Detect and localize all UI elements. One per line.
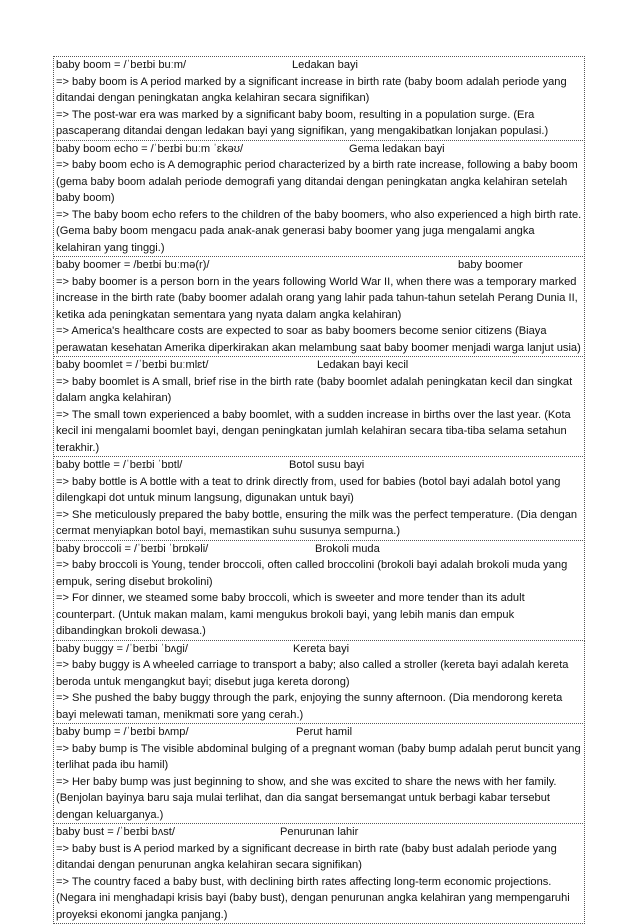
entry-headline (56, 541, 582, 558)
entry-headline (56, 641, 582, 658)
entry-translation: Gema ledakan bayi (349, 142, 445, 155)
entry-definition: => baby broccoli is Young, tender broccoli, often called broccolini (brokoli bayi adalah brokoli muda yang empuk, sering disebut brokolini) (56, 559, 568, 588)
entry-translation: baby boomer (458, 259, 523, 271)
entry-headline (56, 457, 582, 474)
vocabulary-entry (53, 56, 585, 141)
entry-translation: Ledakan bayi (292, 59, 358, 71)
entry-headline (56, 357, 582, 374)
entry-example: => America's healthcare costs are expected to soar as baby boomers become senior citizens (Biaya perawatan kesehatan Amerika diperkirakan akan melambung saat baby boomer menjadi warga lanjut usia) (56, 325, 581, 354)
entry-translation: Botol susu bayi (289, 459, 365, 471)
entry-headline (56, 257, 582, 274)
entry-example: => The post-war era was marked by a significant baby boom, resulting in a population surge. (Era pascaperang ditandai dengan ledakan bayi yang signifikan, yang mengakibatkan lonjakan populasi.) (56, 108, 549, 137)
entry-term: baby boom echo = /ˈbeɪbi buːm ˈɛkəʊ/ (56, 142, 244, 155)
entry-example: => Her baby bump was just beginning to show, and she was excited to share the news with her family. (Benjolan bayinya baru saja mulai terlihat, dan dia sangat bersemangat untuk berbagi kabar tersebut dengan keluarganya.) (56, 775, 557, 821)
entry-term: baby boom = /ˈbeɪbi buːm/ (56, 59, 187, 71)
entry-example: => The baby boom echo refers to the children of the baby boomers, who also experienced a high birth rate. (Gema baby boom mengacu pada anak-anak generasi baby boomer yang juga mengalami angka kelahiran yang tinggi.) (56, 208, 582, 254)
vocabulary-entry (53, 640, 585, 725)
entry-definition: => baby boomer is a person born in the years following World War II, when there was a temporary marked increase in the birth rate (baby boomer adalah orang yang lahir pada tahun-tahun setelah Perang Dunia II, ketika ada peningkatan sementara yang nyata dalam angka kelahiran) (56, 275, 578, 321)
vocabulary-entry (53, 256, 585, 357)
entry-example: => She meticulously prepared the baby bottle, ensuring the milk was the perfect temperature. (Dia dengan cermat menyiapkan botol bayi, memastikan suhu susunya sempurna.) (56, 508, 578, 537)
vocabulary-entry (53, 540, 585, 641)
entry-term: baby bump = /ˈbeɪbi bʌmp/ (56, 726, 189, 738)
entry-term: baby boomlet = /ˈbeɪbi buːmlɛt/ (56, 359, 209, 371)
entry-example: => The small town experienced a baby boomlet, with a sudden increase in births over the last year. (Kota kecil ini mengalami boomlet bayi, dengan peningkatan jumlah kelahiran secara tiba-tiba selama setahun terakhir.) (56, 408, 571, 454)
entry-example: => The country faced a baby bust, with declining birth rates affecting long-term economic projections. (Negara ini menghadapi krisis bayi (baby bust), dengan penurunan angka kelahiran yang mempengaruhi proyeksi ekonomi jangka panjang.) (56, 875, 570, 921)
entry-headline (56, 824, 582, 841)
vocabulary-entry (53, 140, 585, 258)
entry-translation: Perut hamil (296, 726, 353, 738)
entry-definition: => baby bust is A period marked by a significant decrease in birth rate (baby bust adalah periode yang ditandai dengan penurunan angka kelahiran secara signifikan) (56, 842, 557, 871)
entry-translation: Penurunan lahir (280, 826, 359, 838)
vocabulary-entry (53, 723, 585, 824)
vocabulary-entry (53, 823, 585, 924)
entry-term: baby broccoli = /ˈbeɪbi ˈbrɒkəli/ (56, 542, 209, 555)
entry-translation: Ledakan bayi kecil (317, 359, 409, 371)
entry-headline (56, 724, 582, 741)
entry-example: => For dinner, we steamed some baby broccoli, which is sweeter and more tender than its adult counterpart. (Untuk makan malam, kami mengukus brokoli bayi, yang lebih manis dan empuk dibandingkan brokoli dewasa.) (56, 592, 525, 637)
entry-headline (56, 141, 582, 158)
entry-term: baby bottle = /ˈbeɪbi ˈbɒtl/ (56, 459, 183, 471)
entry-term: baby boomer = /beɪbi buːmə(r)/ (56, 259, 210, 271)
entry-term: baby buggy = /ˈbeɪbi ˈbʌgi/ (56, 642, 188, 655)
entry-definition: => baby boom is A period marked by a significant increase in birth rate (baby boom adalah periode yang ditandai dengan peningkatan angka kelahiran secara signifikan) (56, 75, 567, 104)
entry-translation: Kereta bayi (293, 642, 350, 655)
entry-translation: Brokoli muda (315, 542, 380, 555)
entry-example: => She pushed the baby buggy through the park, enjoying the sunny afternoon. (Dia mendorong kereta bayi melewati taman, menikmati sore yang cerah.) (56, 692, 563, 721)
entry-definition: => baby boomlet is A small, brief rise in the birth rate (baby boomlet adalah peningkatan kecil dan singkat dalam angka kelahiran) (56, 375, 573, 404)
entry-definition: => baby bump is The visible abdominal bulging of a pregnant woman (baby bump adalah perut buncit yang terlihat pada ibu hamil) (56, 742, 581, 771)
vocabulary-entry (53, 456, 585, 541)
vocabulary-entry (53, 356, 585, 457)
entry-definition: => baby bottle is A bottle with a teat to drink directly from, used for babies (botol bayi adalah botol yang dilengkapi dot untuk minum langsung, digunakan untuk bayi) (56, 475, 561, 504)
entry-definition: => baby boom echo is A demographic period characterized by a birth rate increase, following a baby boom (gema baby boom adalah periode demografi yang ditandai dengan peningkatan angka kelahiran setelah baby boom) (56, 159, 578, 204)
entry-headline (56, 57, 582, 74)
entry-term: baby bust = /ˈbeɪbi bʌst/ (56, 826, 175, 838)
vocabulary-list (53, 56, 585, 924)
entry-definition: => baby buggy is A wheeled carriage to transport a baby; also called a stroller (kereta bayi adalah kereta beroda untuk mengangkut bayi; disebut juga kereta dorong) (56, 659, 569, 688)
